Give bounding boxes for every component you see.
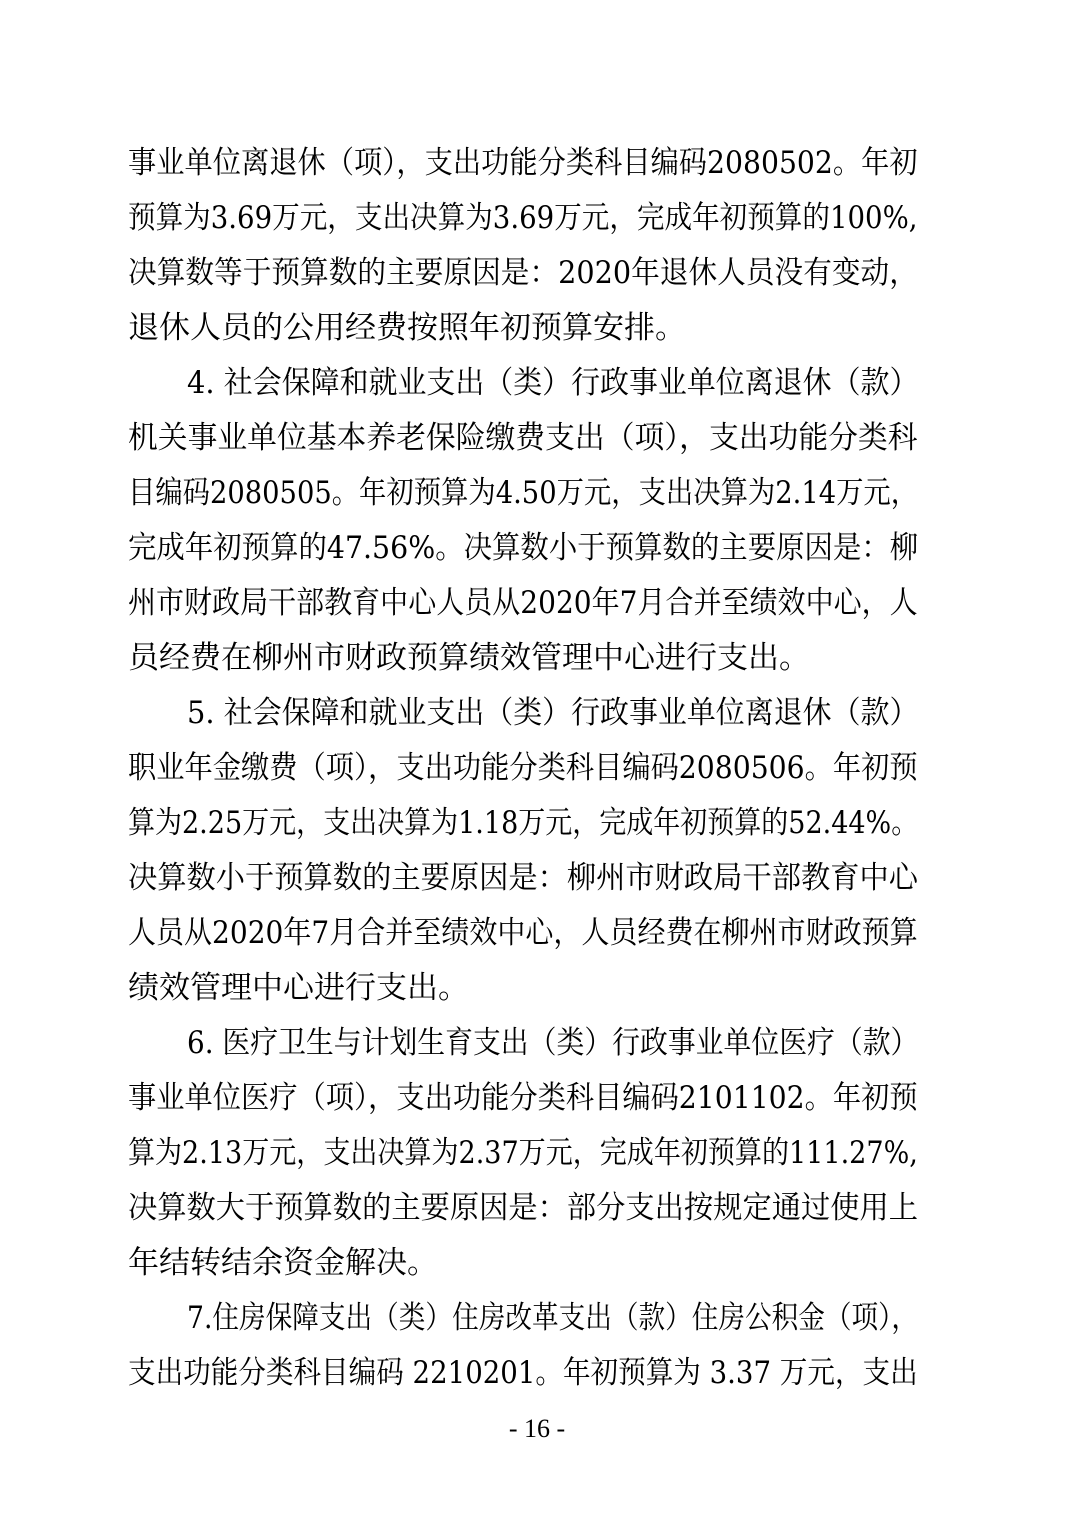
paragraph-7-first-line: 7.住房保障支出（类）住房改革支出（款）住房公积金（项）， bbox=[187, 1300, 919, 1336]
text-line: 支出功能分类科目编码 2210201。年初预算为 3.37 万元，支出 bbox=[128, 1355, 918, 1391]
paragraph-4-first-line: 4. 社会保障和就业支出（类）行政事业单位离退休（款） bbox=[187, 365, 919, 401]
paragraph-5-first-line: 5. 社会保障和就业支出（类）行政事业单位离退休（款） bbox=[187, 695, 919, 731]
text-line: 年结转结余资金解决。 bbox=[128, 1245, 438, 1281]
text-line: 决算数等于预算数的主要原因是：2020年退休人员没有变动， bbox=[128, 255, 918, 291]
text-line: 员经费在柳州市财政预算绩效管理中心进行支出。 bbox=[128, 640, 810, 676]
text-line: 决算数大于预算数的主要原因是：部分支出按规定通过使用上 bbox=[128, 1190, 918, 1226]
text-line: 完成年初预算的47.56%。决算数小于预算数的主要原因是：柳 bbox=[128, 530, 919, 566]
text-line: 预算为3.69万元，支出决算为3.69万元，完成年初预算的100%, bbox=[128, 200, 918, 236]
text-line: 决算数小于预算数的主要原因是：柳州市财政局干部教育中心 bbox=[128, 860, 918, 896]
text-line: 目编码2080505。年初预算为4.50万元，支出决算为2.14万元， bbox=[128, 475, 919, 511]
text-line: 州市财政局干部教育中心人员从2020年7月合并至绩效中心，人 bbox=[128, 585, 918, 621]
text-line: 事业单位离退休（项），支出功能分类科目编码2080502。年初 bbox=[128, 145, 918, 181]
text-line: 事业单位医疗（项），支出功能分类科目编码2101102。年初预 bbox=[128, 1080, 918, 1116]
text-line: 算为2.25万元，支出决算为1.18万元，完成年初预算的52.44%。 bbox=[128, 805, 919, 841]
text-line: 人员从2020年7月合并至绩效中心，人员经费在柳州市财政预算 bbox=[128, 915, 918, 951]
text-line: 绩效管理中心进行支出。 bbox=[128, 970, 469, 1006]
paragraph-6-first-line: 6. 医疗卫生与计划生育支出（类）行政事业单位医疗（款） bbox=[187, 1025, 919, 1061]
text-line: 算为2.13万元，支出决算为2.37万元，完成年初预算的111.27%, bbox=[128, 1135, 918, 1171]
text-line: 机关事业单位基本养老保险缴费支出（项），支出功能分类科 bbox=[128, 420, 918, 456]
text-line: 退休人员的公用经费按照年初预算安排。 bbox=[128, 310, 686, 346]
text-line: 职业年金缴费（项），支出功能分类科目编码2080506。年初预 bbox=[128, 750, 918, 786]
page-number: - 16 - bbox=[508, 1414, 566, 1443]
